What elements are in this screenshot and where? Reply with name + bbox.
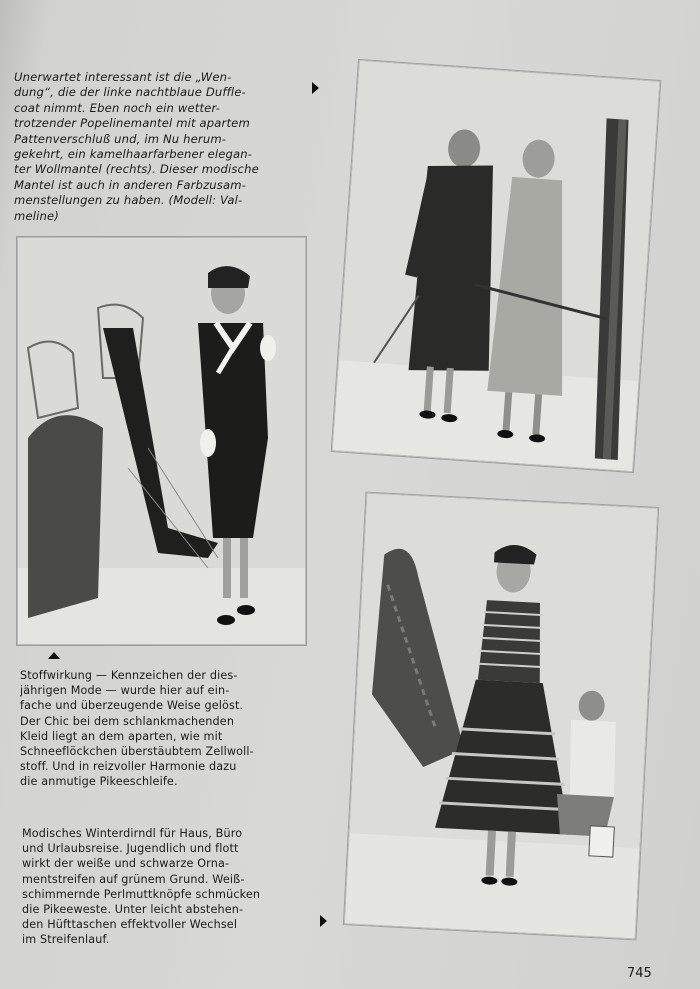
photo-dress-mannequins [17,237,306,645]
caption-duffle-coat: Unerwartet interessant ist die „Wen- dung“, die der linke nachtblaue Duffle- coat nimmt. Eben noch ein wetter- trotzender Popelinemantel mit apartem Pattenverschluß und, im Nu herum- gekehrt, ein kamelhaarfarbener elegan- ter Wollmantel (rechts). Dieser modische Mantel ist auch in anderen Farbzusam- menstellungen zu haben. (Modell: Val- meline) [14,70,259,223]
arrow-right-icon [320,915,327,927]
photo-coats [332,60,661,472]
arrow-up-icon [48,652,60,659]
caption-winterdirndl: Modisches Winterdirndl für Haus, Büro und Urlaubsreise. Jugendlich und flott wirkt der weiße und schwarze Orna- mentstreifen auf grünem Grund. Weiß- schimmernde Perlmuttknöpfe schmücken die Pikeeweste. Unter leicht abstehen- den Hüfttaschen effektvoller Wechsel im Streifenlauf. [22,827,261,947]
page-number: 745 [627,966,652,981]
photo-dirndl [344,493,658,940]
caption-stoffwirkung: Stoffwirkung — Kennzeichen der dies- jährigen Mode — wurde hier auf ein- fache und überzeugende Weise gelöst. Der Chic bei dem schlankmachenden Kleid liegt an dem aparten, wie mit Schneeflöckchen überstäubtem Zellwoll- stoff. Und in reizvoller Harmonie dazu die anmutige Pikeeschleife. [20,669,254,789]
arrow-right-icon [312,82,319,94]
